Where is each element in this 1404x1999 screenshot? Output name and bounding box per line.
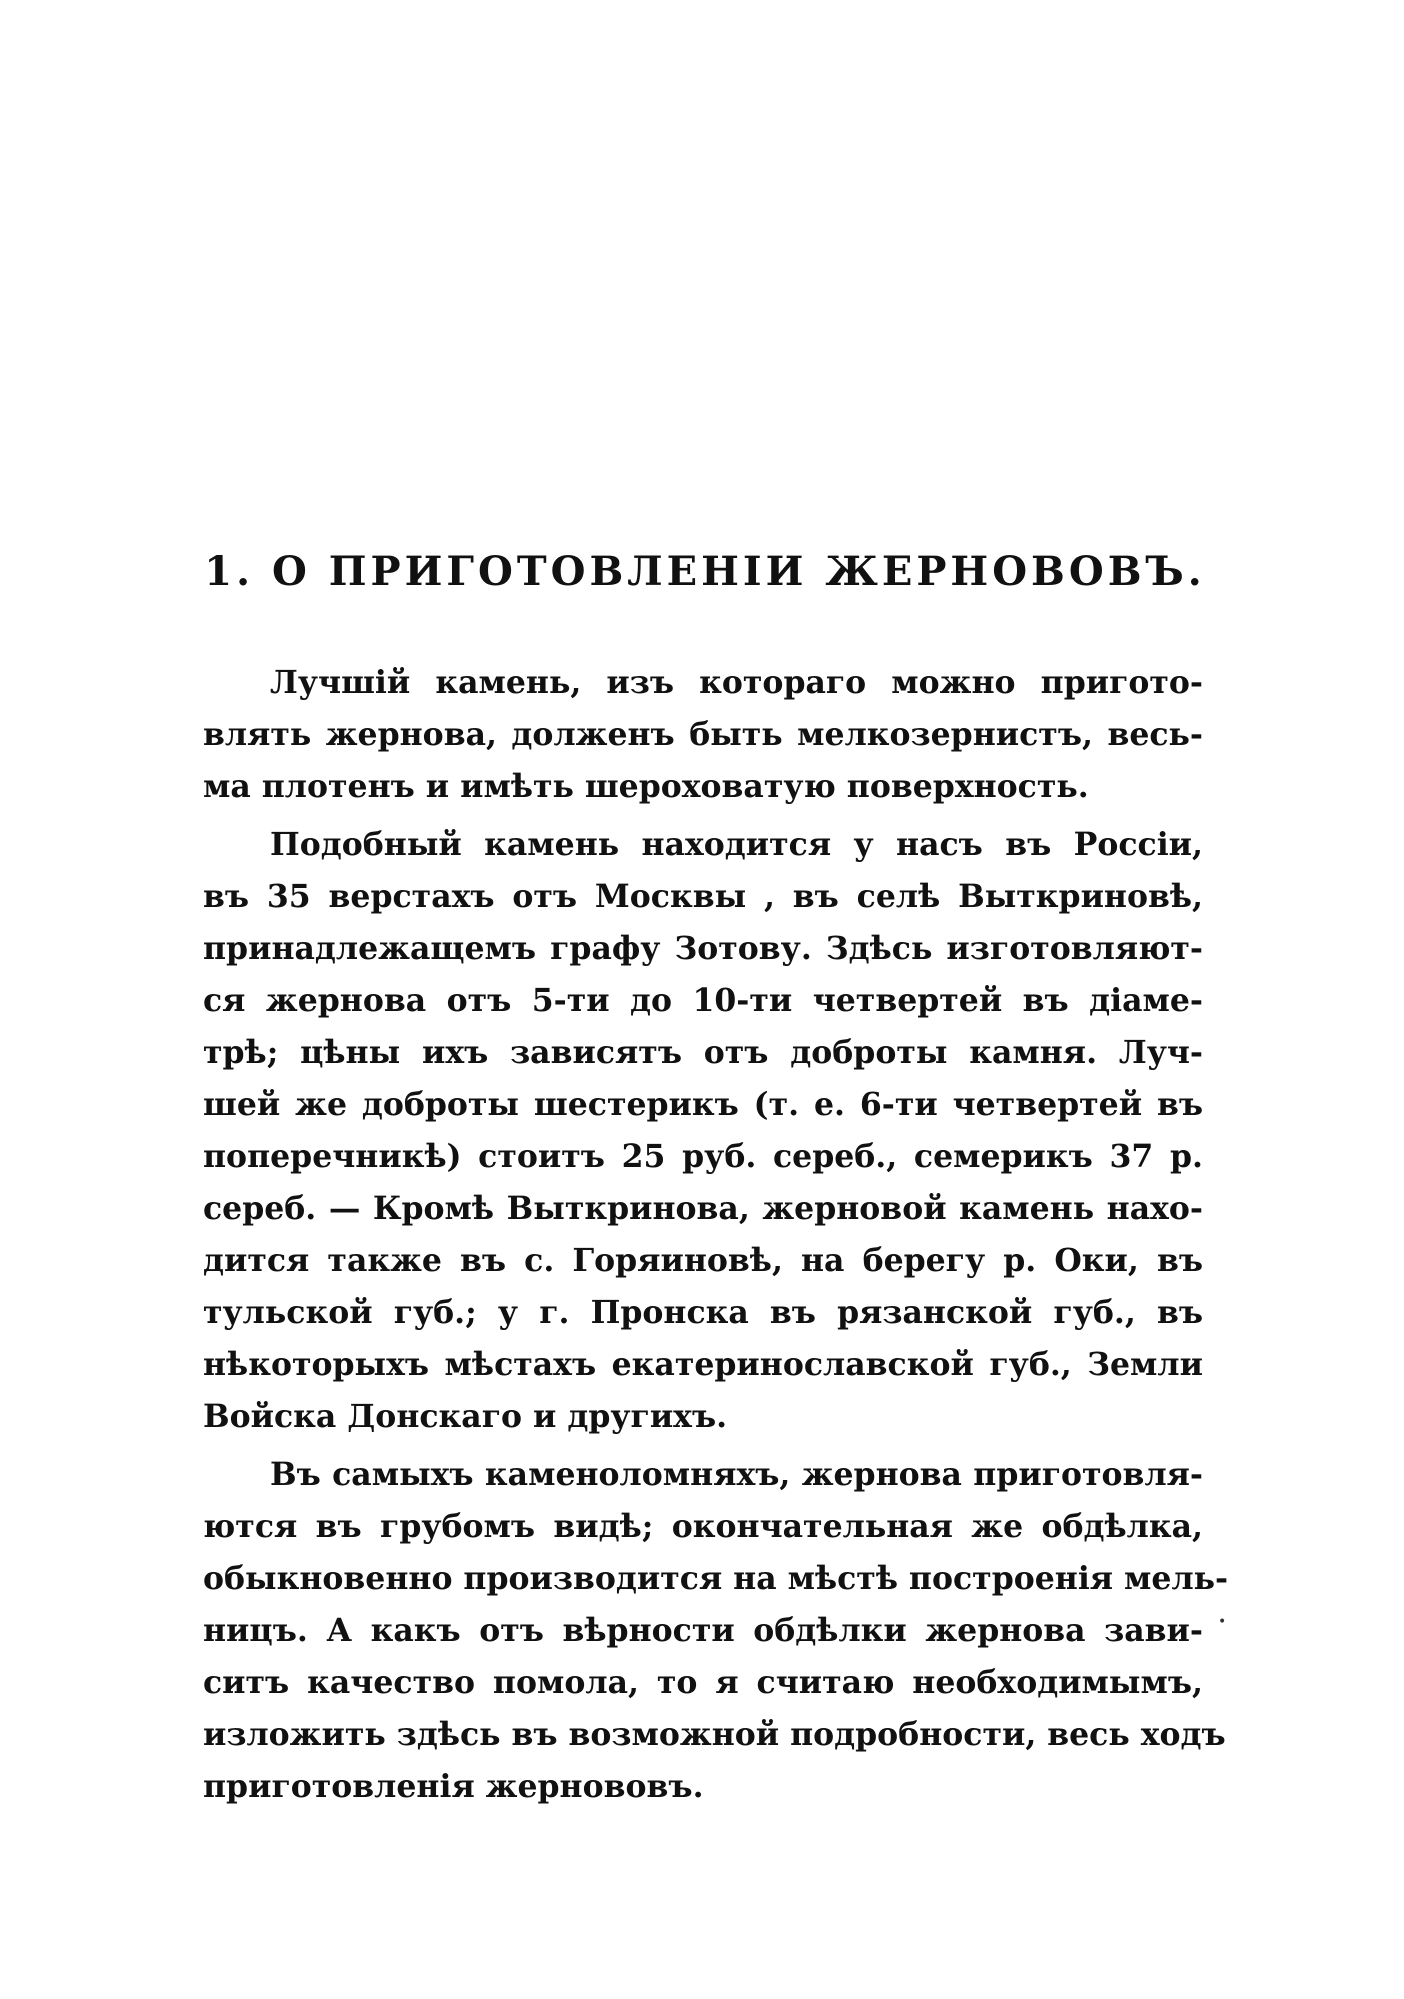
text-line: ся жернова отъ 5-ти до 10-ти четвертей въ діаме- bbox=[203, 982, 1203, 1019]
text-line: Въ самыхъ каменоломняхъ, жернова приготовля- bbox=[270, 1456, 1203, 1493]
text-line: поперечникѣ) стоитъ 25 руб. сереб., семерикъ 37 р. bbox=[203, 1138, 1203, 1175]
text-line: обыкновенно производится на мѣстѣ построенія мель- bbox=[203, 1560, 1229, 1597]
text-line: изложить здѣсь въ возможной подробности, весь ходъ bbox=[203, 1716, 1226, 1753]
text-line: дится также въ с. Горяиновѣ, на берегу р. Оки, въ bbox=[203, 1242, 1203, 1279]
text-line: ма плотенъ и имѣть шероховатую поверхность. bbox=[203, 768, 1089, 805]
text-line: ются въ грубомъ видѣ; окончательная же обдѣлка, bbox=[203, 1508, 1203, 1545]
margin-mark: • bbox=[1218, 1614, 1227, 1630]
text-line: сереб. — Кромѣ Выткринова, жерновой камень нахо- bbox=[203, 1190, 1203, 1227]
text-line: приготовленія жернововъ. bbox=[203, 1768, 704, 1805]
text-line: Войска Донскаго и другихъ. bbox=[203, 1398, 728, 1435]
text-line: ницъ. А какъ отъ вѣрности обдѣлки жернова зави- bbox=[203, 1612, 1203, 1649]
chapter-heading: 1. О ПРИГОТОВЛЕНІИ ЖЕРНОВОВЪ. bbox=[204, 548, 1206, 595]
text-line: влять жернова, долженъ быть мелкозернистъ, весь- bbox=[203, 716, 1203, 753]
text-line: ситъ качество помола, то я считаю необходимымъ, bbox=[203, 1664, 1203, 1701]
text-line: трѣ; цѣны ихъ зависятъ отъ доброты камня. Луч- bbox=[203, 1034, 1203, 1071]
text-line: тульской губ.; у г. Пронска въ рязанской губ., въ bbox=[203, 1294, 1203, 1331]
text-line: нѣкоторыхъ мѣстахъ екатеринославской губ., Земли bbox=[203, 1346, 1203, 1383]
text-line: шей же доброты шестерикъ (т. е. 6-ти четвертей въ bbox=[203, 1086, 1203, 1123]
text-line: Подобный камень находится у насъ въ Россіи, bbox=[270, 826, 1203, 863]
text-line: Лучшій камень, изъ котораго можно пригото- bbox=[270, 664, 1203, 701]
text-line: въ 35 верстахъ отъ Москвы , въ селѣ Выткриновѣ, bbox=[203, 878, 1203, 915]
text-line: принадлежащемъ графу Зотову. Здѣсь изготовляют- bbox=[203, 930, 1203, 967]
